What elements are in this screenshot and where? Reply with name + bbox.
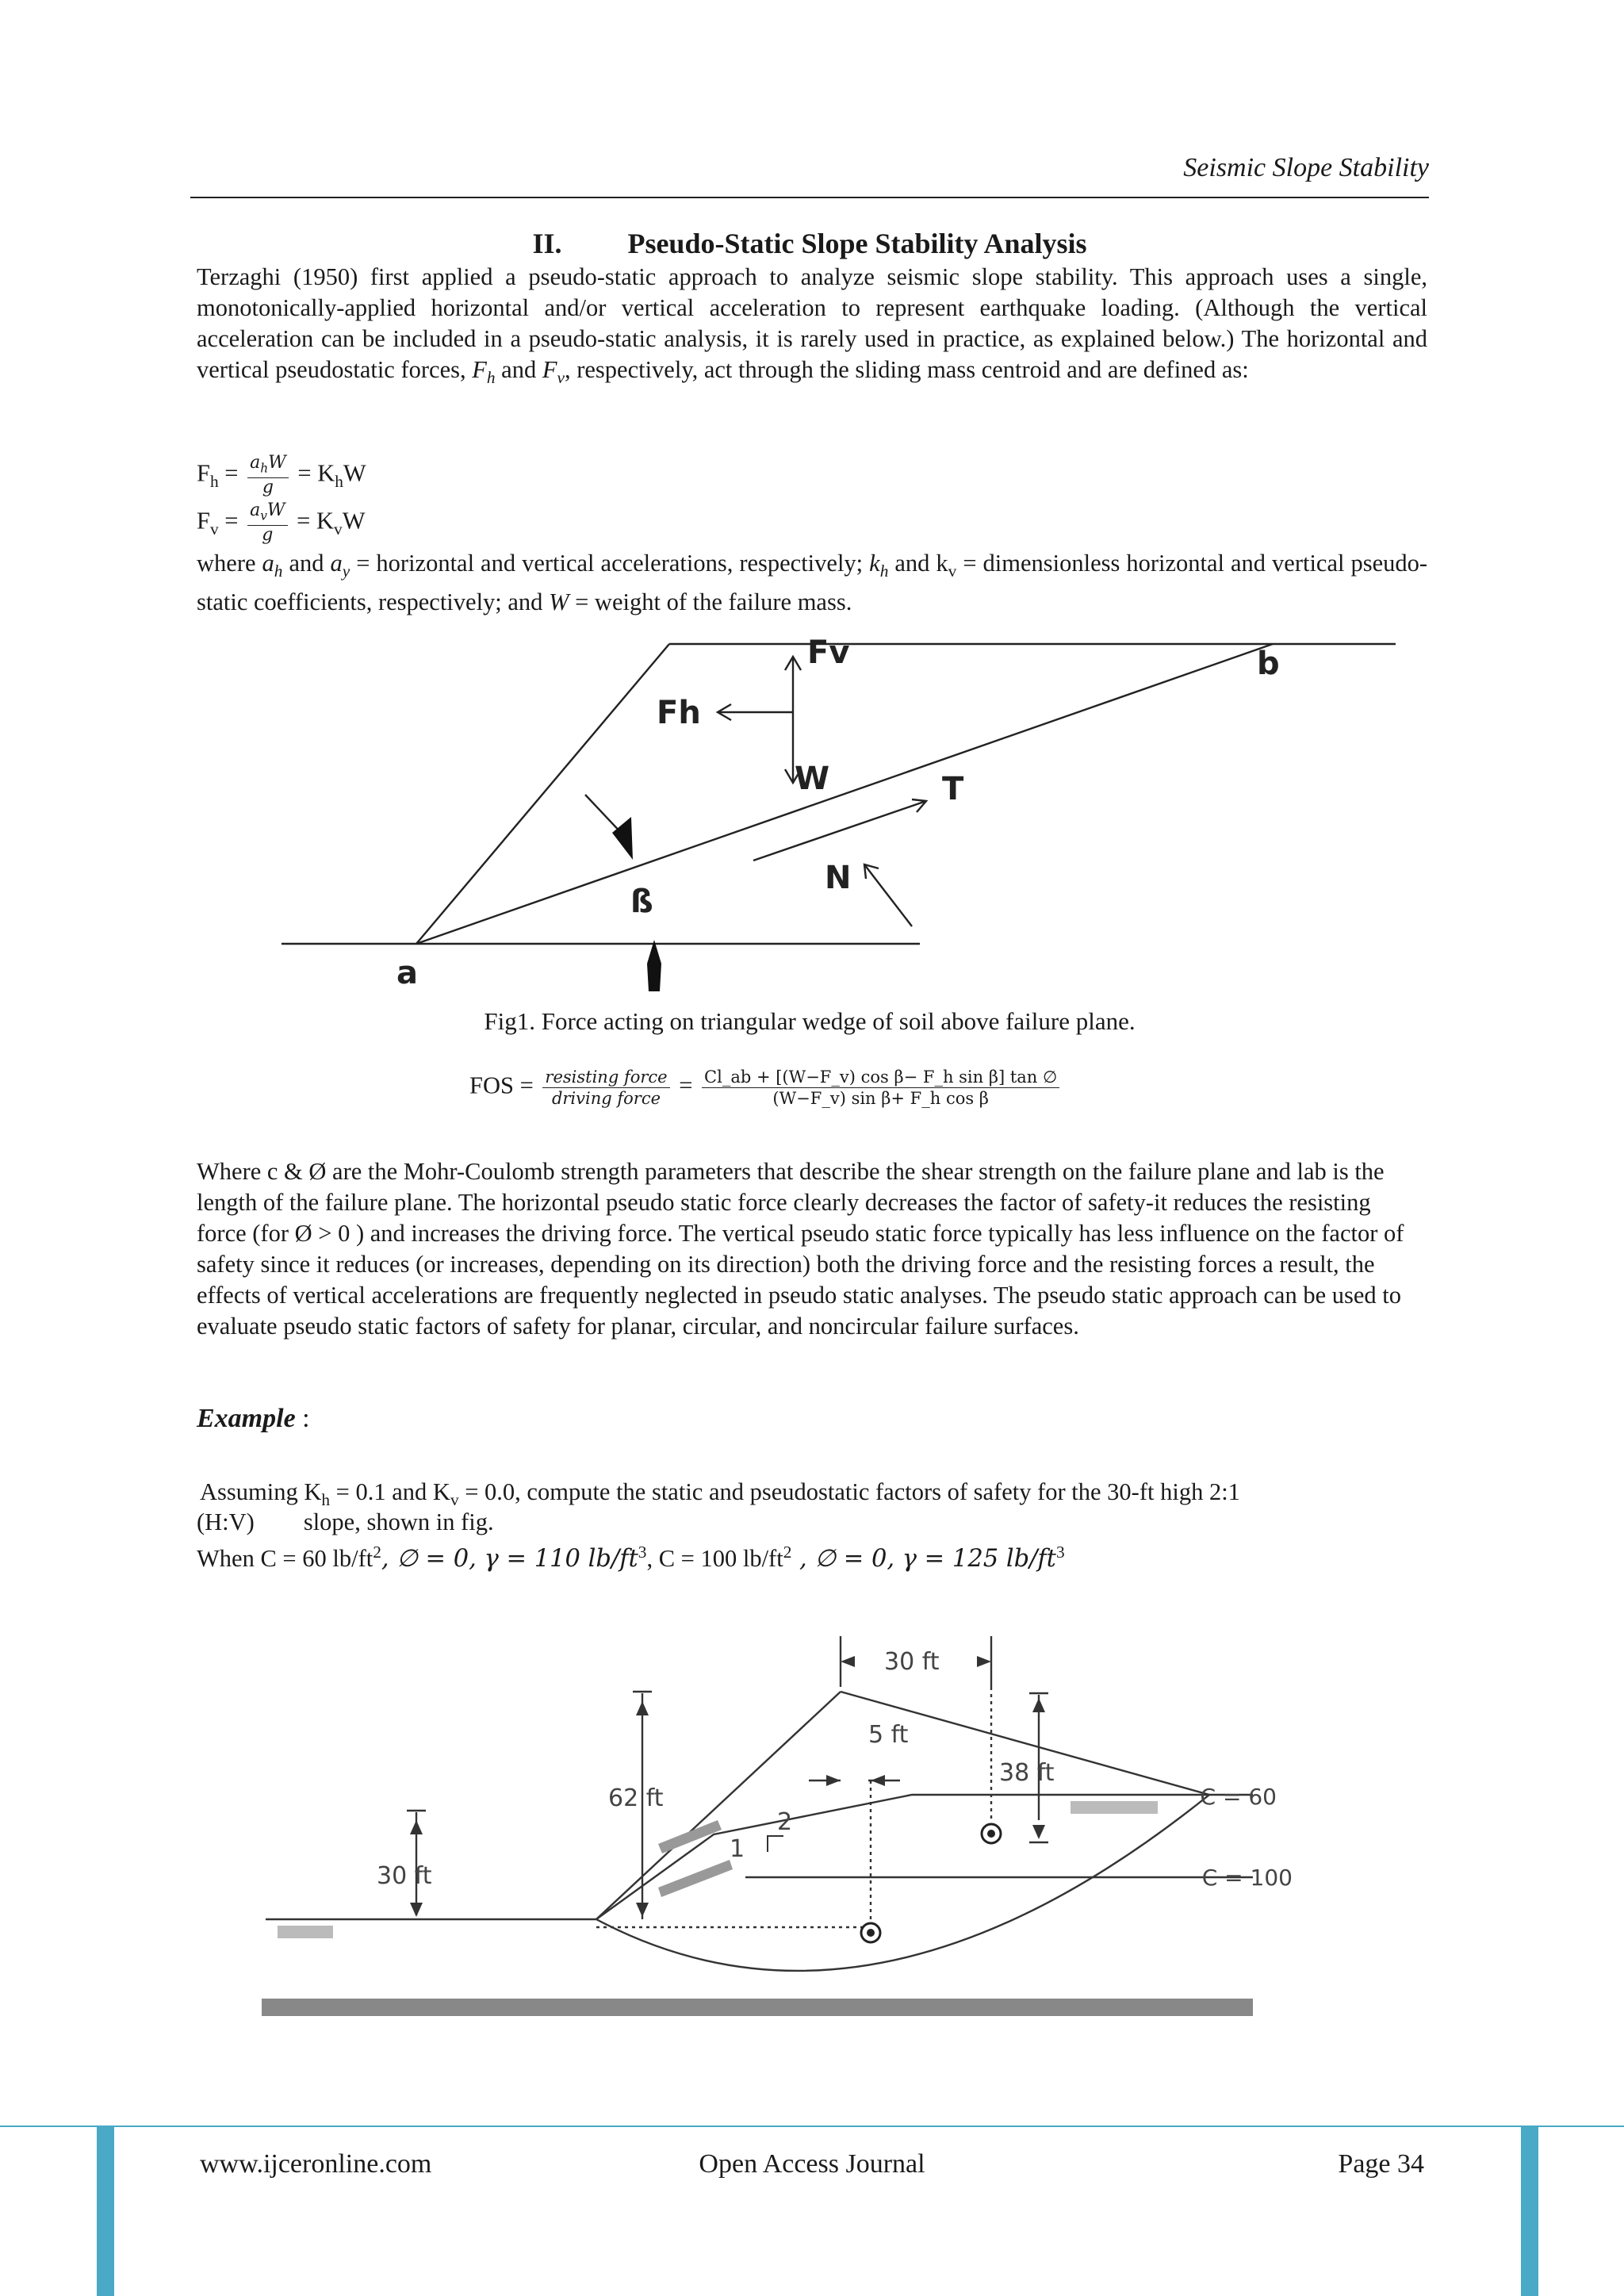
fig1-n-arrow-line: [864, 864, 912, 926]
where-ah: a: [262, 550, 274, 577]
example-sup2-a: 2: [373, 1543, 381, 1562]
fig2-label-c100: C = 100: [1201, 1865, 1293, 1891]
fh-symbol: F: [472, 356, 487, 383]
fig2-slope-ratio-mark: [768, 1836, 783, 1852]
eq-fh-den: g: [262, 477, 274, 498]
fig2-30-arrow-top: [410, 1820, 423, 1834]
eq-fh-num-sub: h: [260, 461, 269, 476]
intro-text: Terzaghi (1950) first applied a pseudo-static approach to analyze seismic slope stability. This approach uses a single, monotonically-applied horizontal and/or vertical acceleration to represent earthquake loading. (Although the vertical acceleration can be included in a pseudo-static analysis, it is rarely used in practice, as explained below.) The horizontal and vertical pseudostatic forces,: [197, 263, 1427, 383]
example-heading: [197, 1404, 310, 1434]
eq-fh-lhs: F: [197, 459, 210, 487]
where-t4: = weight of the failure mass.: [575, 588, 852, 616]
fig2-5ft-arrow-left: [826, 1775, 841, 1786]
fig1-label-n: N: [825, 860, 852, 896]
fos-den2: (W−F_v) sin β+ F_h cos β: [772, 1089, 989, 1108]
eq-fh-sub: h: [209, 471, 219, 491]
fig2-hatched-surfaces: [262, 1801, 1253, 2016]
eq-fv-lhs: F: [197, 507, 210, 535]
figure1-wedge-diagram: [270, 627, 1411, 999]
fig1-label-fh: Fh: [657, 695, 701, 731]
section-title: [190, 227, 1429, 260]
fig2-38-arrow-top: [1032, 1698, 1045, 1712]
footer-page-number: Page 34: [1338, 2149, 1424, 2179]
where-kv-sub: v: [948, 562, 957, 581]
fig1-label-w: W: [795, 761, 830, 797]
eq-fv-equals: =: [224, 507, 239, 535]
fig2-label-30ft-top: 30 ft: [884, 1648, 940, 1676]
where-ay: a: [330, 550, 343, 577]
where-t3: = dimensionless horizontal and vertical pseudo-static coefficients, respectively; and: [197, 550, 1428, 616]
fig2-label-62ft: 62 ft: [608, 1784, 664, 1812]
fig2-center-dot-lower: [867, 1929, 875, 1937]
eq-fh-rhs: = K: [297, 459, 335, 487]
fos-fraction-2: [702, 1067, 1059, 1109]
example-line1b: = 0.1 and K: [335, 1478, 450, 1505]
example-line-2: [197, 1507, 494, 1538]
fig2-label-38ft: 38 ft: [999, 1759, 1055, 1787]
fig1-label-b: b: [1257, 646, 1280, 682]
eq-fh-rhs-w: W: [343, 459, 366, 487]
example-sup2-b: 2: [783, 1543, 792, 1562]
intro-paragraph: [197, 262, 1427, 393]
fig2-62-arrow-bottom: [636, 1903, 649, 1917]
fig2-label-ratio-2: 2: [777, 1808, 793, 1836]
example-line1c: = 0.0, compute the static and pseudostatic factors of safety for the 30-ft high 2:1: [465, 1478, 1240, 1505]
footer-journal: Open Access Journal: [699, 2149, 925, 2179]
eq-fv-den: g: [262, 525, 274, 546]
fig1-beta-arrowhead-top: [612, 817, 633, 860]
fig1-label-t: T: [942, 771, 964, 807]
example-line2b: slope, shown in fig.: [303, 1508, 494, 1535]
eq-fv-num: a: [250, 500, 261, 520]
fig1-t-arrow-line: [753, 801, 926, 861]
where-ay-sub: y: [342, 562, 350, 581]
equation-fh: [197, 454, 366, 497]
fig2-width-arrow-right: [977, 1656, 991, 1667]
eq-fv-rhs-w: W: [342, 507, 366, 535]
fig2-label-30ft-left: 30 ft: [377, 1862, 432, 1890]
equation-fv: [197, 501, 366, 545]
eq-fv-num-sub: v: [260, 508, 267, 523]
fig2-bedrock: [262, 1999, 1253, 2016]
fig2-label-5ft: 5 ft: [868, 1721, 909, 1749]
where-t1: where: [197, 550, 256, 577]
example-line2a: (H:V): [197, 1508, 255, 1535]
fig1-label-fv: Fv: [807, 634, 850, 671]
eq-fv-fraction: [247, 501, 287, 545]
where-and2: and k: [894, 550, 948, 577]
fig1-label-beta: ß: [630, 884, 653, 920]
eq-fh-num-w: W: [268, 453, 286, 473]
footer-rule: [0, 2125, 1624, 2127]
eq-fh-rhs-sub: h: [335, 471, 343, 491]
fig2-label-ratio-1: 1: [730, 1835, 745, 1863]
fig1-failure-plane: [416, 644, 1273, 944]
fos-num1: resisting force: [542, 1067, 669, 1088]
running-title: Seismic Slope Stability: [1183, 153, 1429, 182]
example-line3a: When C = 60 lb/ft: [197, 1545, 373, 1573]
fig2-5ft-arrow-right: [871, 1775, 885, 1786]
example-line3c: , C = 100 lb/ft: [646, 1545, 783, 1573]
fig2-hatch-toe: [278, 1926, 333, 1938]
fig2-hatch-slope-upper: [658, 1820, 722, 1853]
footer-site-link[interactable]: www.ijceronline.com: [200, 2149, 432, 2179]
where-t2: = horizontal and vertical accelerations, respectively;: [356, 550, 864, 577]
example-kh-sub: h: [321, 1490, 331, 1510]
eq-fv-rhs: = K: [297, 507, 335, 535]
fig2-hatch-crest: [1071, 1801, 1158, 1814]
fos-lhs: FOS =: [469, 1071, 534, 1099]
example-heading-text: Example: [197, 1404, 296, 1433]
figure1-caption: Fig1. Force acting on triangular wedge of soil above failure plane.: [484, 1007, 1136, 1035]
eq-fv-sub: v: [209, 519, 219, 539]
example-line3d: , ∅ = 0, γ = 125 lb/ft: [791, 1545, 1056, 1573]
section-number: II.: [532, 228, 562, 259]
fos-num2: Cl_ab + [(W−F_v) cos β− F_h sin β] tan ∅: [702, 1067, 1059, 1088]
header-rule: [190, 197, 1429, 198]
example-sup3-a: 3: [638, 1543, 647, 1562]
intro-end: , respectively, act through the sliding mass centroid and are defined as:: [564, 356, 1249, 383]
fv-subscript: v: [557, 368, 565, 388]
fig2-center-dot-upper: [987, 1830, 995, 1838]
eq-fh-equals: =: [224, 459, 239, 487]
eq-fh-num: a: [250, 453, 261, 473]
example-sup3-b: 3: [1055, 1543, 1065, 1562]
fig2-62-arrow-top: [636, 1701, 649, 1715]
where-paragraph: [197, 548, 1427, 618]
where-kh-sub: h: [879, 562, 889, 581]
fos-den1: driving force: [551, 1089, 661, 1108]
where-ah-sub: h: [274, 562, 283, 581]
fig1-beta-arrowhead-bottom: [647, 940, 661, 991]
where-w: W: [549, 588, 569, 616]
example-line1a: Assuming K: [200, 1478, 322, 1505]
example-kv-sub: v: [450, 1490, 459, 1510]
fh-subscript: h: [486, 368, 496, 388]
figure2-slope-diagram: [254, 1622, 1300, 2034]
fig1-label-a: a: [396, 955, 418, 991]
where-and1: and: [289, 550, 324, 577]
example-colon: :: [295, 1404, 310, 1433]
discussion-paragraph: Where c & Ø are the Mohr-Coulomb strength parameters that describe the shear strength on the failure plane and lab is the length of the failure plane. The horizontal pseudo static force clearly decreases the factor of safety-it reduces the resisting force (for Ø > 0 ) and increases the driving force. The vertical pseudo static force typically has less influence on the factor of safety since it reduces (or increases, depending on its direction) both the driving force and the resisting forces a result, the effects of vertical accelerations are frequently neglected in pseudo static analyses. The pseudo static approach can be used to evaluate pseudo static factors of safety for planar, circular, and noncircular failure surfaces.: [197, 1158, 1404, 1340]
section-title-text: Pseudo-Static Slope Stability Analysis: [627, 228, 1087, 259]
eq-fh-fraction: [247, 454, 289, 497]
fos-fraction-1: [542, 1067, 669, 1109]
fos-equation: [469, 1067, 1063, 1109]
fig2-30-arrow-bottom: [410, 1903, 423, 1917]
eq-fv-num-w: W: [266, 500, 285, 520]
fig2-38-arrow-bottom: [1032, 1825, 1045, 1839]
fig2-width-arrow-left: [841, 1656, 855, 1667]
where-kh: k: [869, 550, 880, 577]
fig2-label-c60: C = 60: [1200, 1784, 1277, 1810]
fos-equals: =: [679, 1071, 693, 1099]
example-line3b: , ∅ = 0, γ = 110 lb/ft: [381, 1545, 638, 1573]
fv-symbol: F: [542, 356, 557, 383]
intro-and: and: [501, 356, 537, 383]
eq-fv-rhs-sub: v: [334, 519, 343, 539]
example-line-3: [197, 1537, 1065, 1574]
